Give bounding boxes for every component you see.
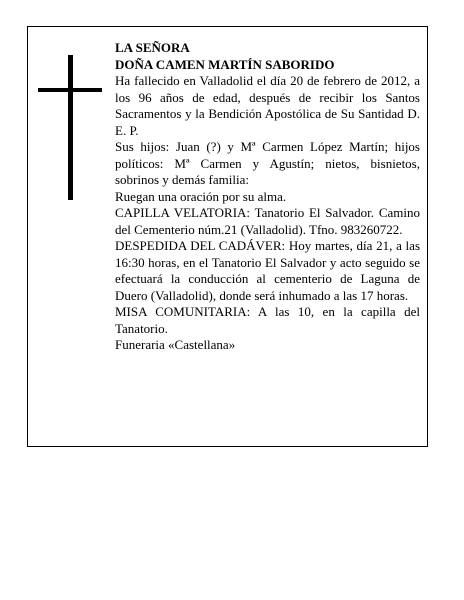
cross-vertical-bar: [68, 55, 73, 200]
funeral-home-name: Funeraria «Castellana»: [115, 337, 236, 352]
deceased-name: DOÑA CAMEN MARTÍN SABORIDO: [115, 56, 335, 72]
death-announcement: Ha fallecido en Valladolid el día 20 de febrero de 2012, a los 96 años de edad, después de recibir los Santos Sacramentos y la Bendición Apostólica de Su Santidad D. E. P.: [115, 73, 420, 138]
community-mass-info: MISA COMUNITARIA: A las 10, en la capilla del Tanatorio.: [115, 304, 420, 336]
family-list: Sus hijos: Juan (?) y Mª Carmen López Martín; hijos políticos: Mª Carmen y Agustín; nietos, bisnietos, sobrinos y demás familia:: [115, 139, 420, 187]
obituary-notice: [27, 26, 428, 447]
funeral-farewell-info: DESPEDIDA DEL CADÁVER: Hoy martes, día 21, a las 16:30 horas, en el Tanatorio El Salvador y acto seguido se efectuará la conducción al cementerio de Laguna de Duero (Valladolid), donde será inhumado a las 17 horas.: [115, 238, 420, 303]
notice-heading: LA SEÑORA: [115, 40, 190, 55]
wake-chapel-info: CAPILLA VELATORIA: Tanatorio El Salvador. Camino del Cementerio núm.21 (Valladolid). Tfno. 983260722.: [115, 205, 420, 237]
prayer-request: Ruegan una oración por su alma.: [115, 188, 287, 204]
cross-icon: [38, 55, 102, 200]
cross-horizontal-bar: [38, 88, 102, 92]
notice-text: [115, 40, 420, 354]
